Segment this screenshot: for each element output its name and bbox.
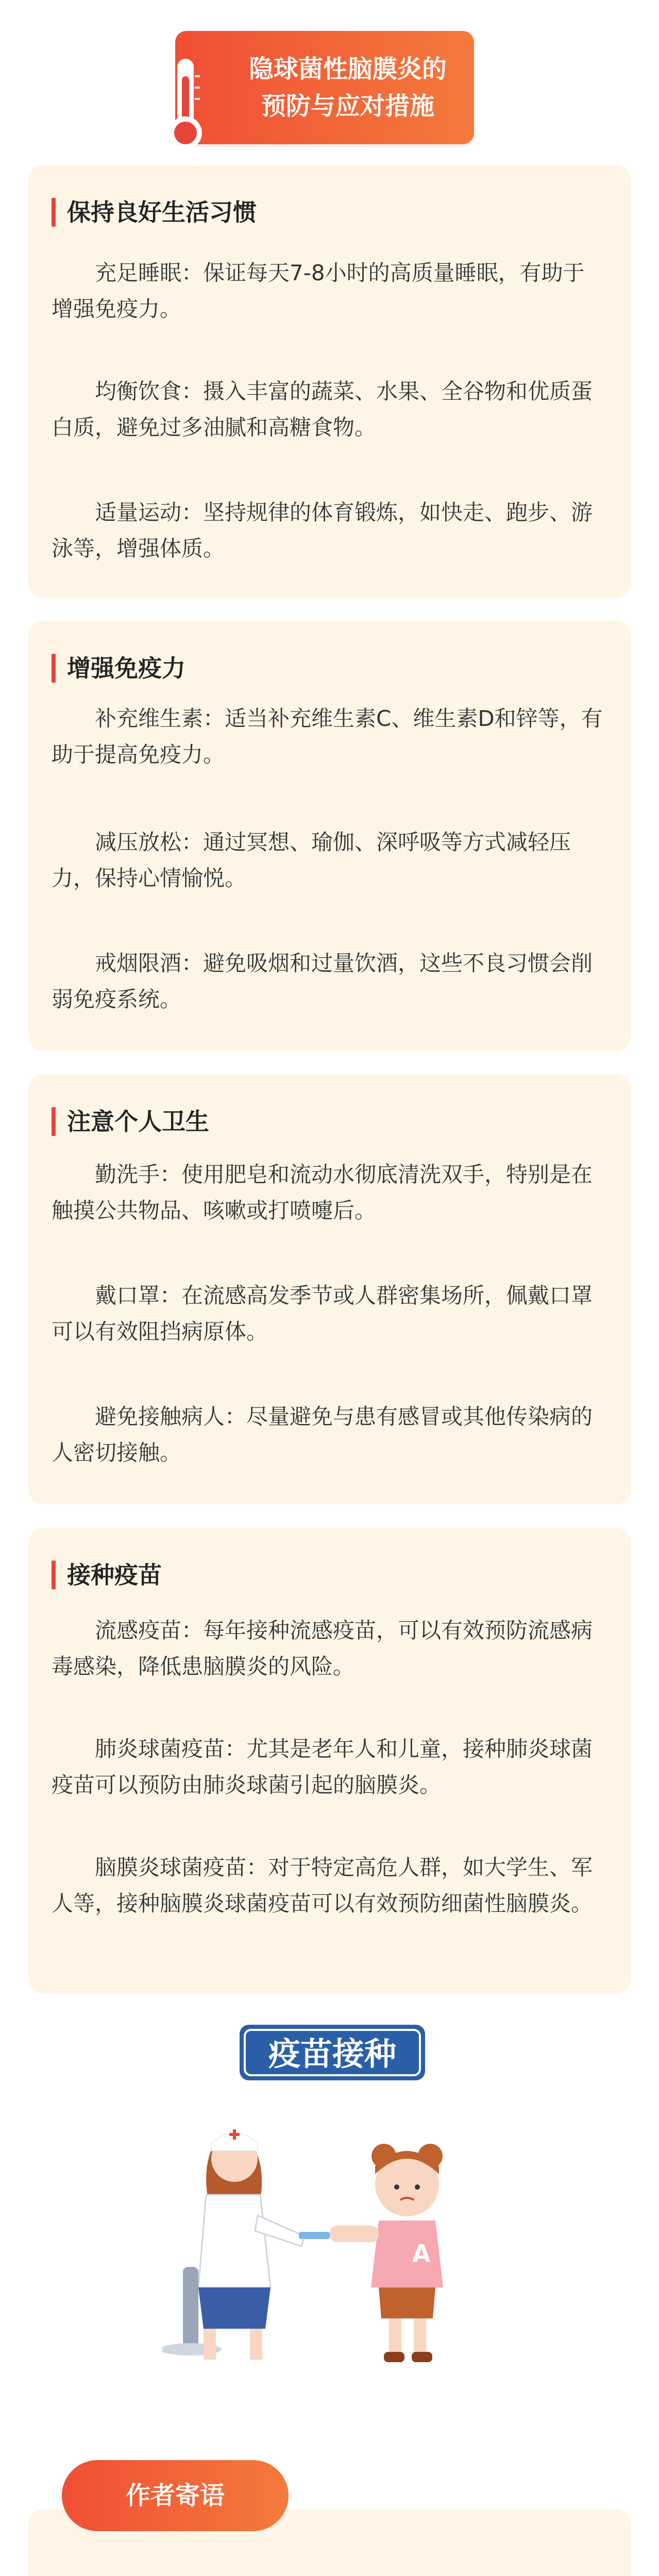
title-line-2: 预防与应对措施	[261, 92, 434, 121]
section-card-immunity	[28, 621, 631, 1051]
section-paragraph: 减压放松：通过冥想、瑜伽、深呼吸等方式减轻压力，保持心情愉悦。	[52, 829, 571, 891]
nurse-figure	[162, 2129, 304, 2360]
vaccination-illustration	[162, 2020, 497, 2375]
section-paragraph: 戒烟限酒：避免吸烟和过量饮酒，这些不良习惯会削弱免疫系统。	[52, 951, 593, 1012]
title-banner	[175, 31, 474, 144]
section-paragraph: 脑膜炎球菌疫苗：对于特定高危人群，如大学生、军人等，接种脑膜炎球菌疫苗可以有效预防细菌性脑膜炎。	[52, 1855, 593, 1916]
section-paragraph: 充足睡眠：保证每天7-8小时的高质量睡眠，有助于增强免疫力。	[52, 260, 585, 321]
section-paragraph: 均衡饮食：摄入丰富的蔬菜、水果、全谷物和优质蛋白质，避免过多油腻和高糖食物。	[52, 379, 593, 440]
title-line-1: 隐球菌性脑膜炎的	[248, 55, 447, 83]
thermometer-icon	[166, 56, 205, 154]
section-paragraph: 适量运动：坚持规律的体育锻炼，如快走、跑步、游泳等，增强体质。	[52, 500, 593, 561]
section-paragraph: 流感疫苗：每年接种流感疫苗，可以有效预防流感病毒感染，降低患脑膜炎的风险。	[52, 1618, 593, 1679]
section-heading: 接种疫苗	[52, 1558, 162, 1591]
section-paragraph: 戴口罩：在流感高发季节或人群密集场所，佩戴口罩可以有效阻挡病原体。	[52, 1283, 593, 1344]
vaccine-banner	[240, 2025, 425, 2080]
child-figure	[330, 2144, 443, 2362]
section-card-habits	[28, 165, 631, 598]
section-heading: 保持良好生活习惯	[52, 196, 257, 229]
section-paragraph: 补充维生素：适当补充维生素C、维生素D和锌等，有助于提高免疫力。	[52, 706, 603, 767]
section-paragraph: 肺炎球菌疫苗：尤其是老年人和儿童，接种肺炎球菌疫苗可以预防由肺炎球菌引起的脑膜炎。	[52, 1736, 593, 1798]
section-card-vaccines	[28, 1528, 631, 1994]
author-note-tag: 作者寄语	[62, 2460, 289, 2531]
section-paragraph: 避免接触病人：尽量避免与患有感冒或其他传染病的人密切接触。	[52, 1404, 593, 1465]
section-heading: 注意个人卫生	[52, 1105, 209, 1138]
section-paragraph: 勤洗手：使用肥皂和流动水彻底清洗双手，特别是在触摸公共物品、咳嗽或打喷嚏后。	[52, 1162, 593, 1223]
section-card-hygiene	[28, 1074, 631, 1504]
shirt-letter: A	[412, 2240, 431, 2267]
page-title	[237, 50, 459, 125]
banner-text: 疫苗接种	[268, 2035, 397, 2073]
section-heading: 增强免疫力	[52, 652, 185, 685]
